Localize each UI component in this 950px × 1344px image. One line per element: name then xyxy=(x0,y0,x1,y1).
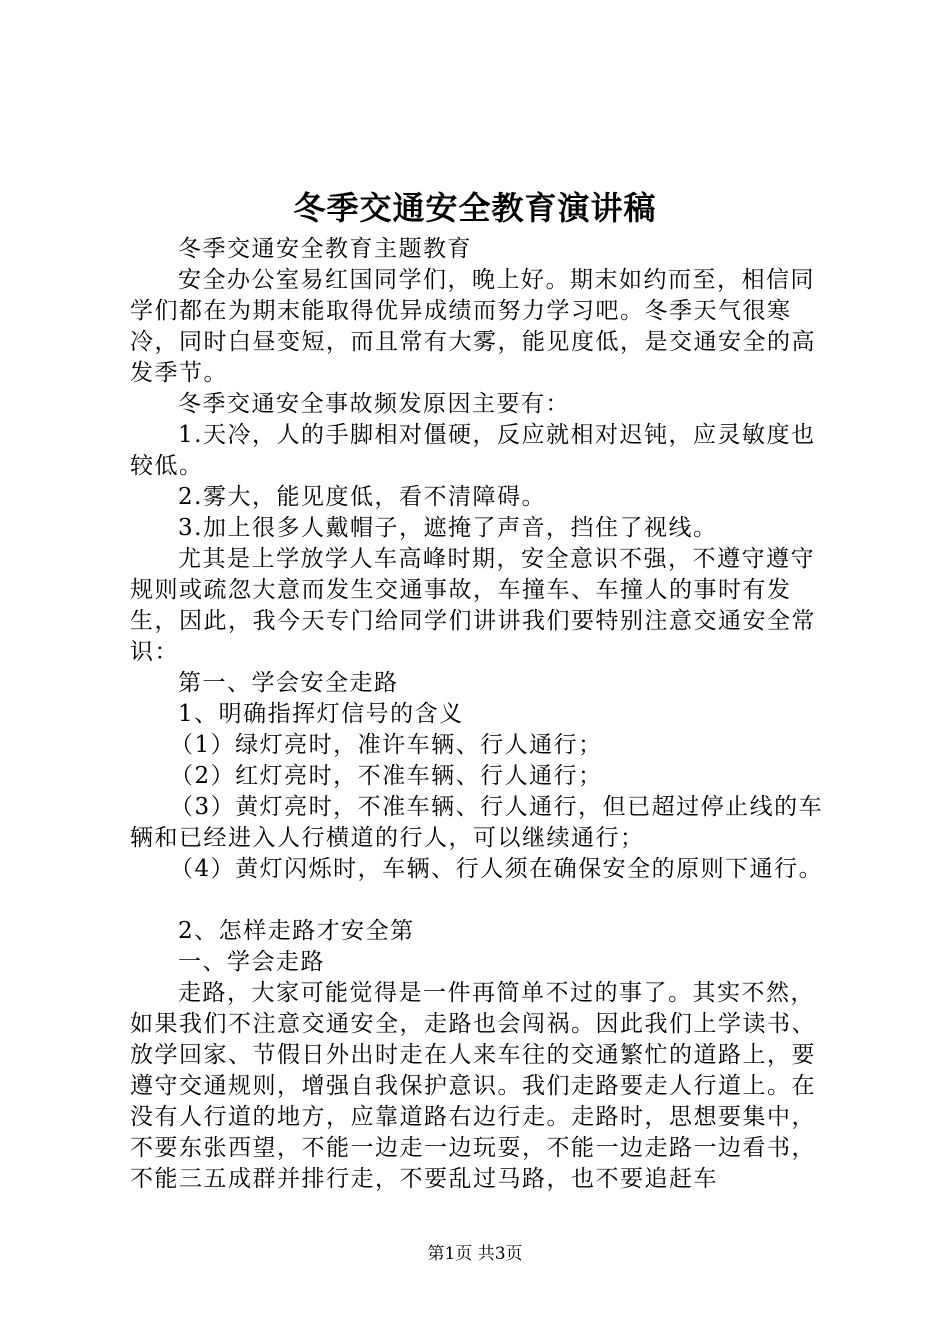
paragraph: （1）绿灯亮时，准许车辆、行人通行； xyxy=(170,732,603,758)
paragraph: 第一、学会安全走路 xyxy=(178,670,399,696)
paragraph: 冬季交通安全事故频发原因主要有： xyxy=(178,391,570,417)
paragraph: （2）红灯亮时，不准车辆、行人通行； xyxy=(170,763,603,789)
document-body xyxy=(130,234,830,1195)
paragraph: 3.加上很多人戴帽子，遮掩了声音，挡住了视线。 xyxy=(178,515,718,541)
document-title: 冬季交通安全教育演讲稿 xyxy=(293,189,657,227)
paragraph: 1、明确指挥灯信号的含义 xyxy=(178,701,464,727)
paragraph: 尤其是上学放学人车高峰时期，安全意识不强，不遵守遵守规则或疏忽大意而发生交通事故，车撞车、车撞人的事时有发生，因此，我今天专门给同学们讲讲我们要特别注意交通安全常识： xyxy=(130,546,816,665)
paragraph: （3）黄灯亮时，不准车辆、行人通行，但已超过停止线的车辆和已经进入人行横道的行人，可以继续通行； xyxy=(130,794,824,851)
paragraph: 2.雾大，能见度低，看不清障碍。 xyxy=(178,484,546,510)
paragraph: 一、学会走路 xyxy=(178,949,325,975)
paragraph: 走路，大家可能觉得是一件再简单不过的事了。其实不然，如果我们不注意交通安全，走路也会闯祸。因此我们上学读书、放学回家、节假日外出时走在人来车往的交通繁忙的道路上，要遵守交通规则，增强自我保护意识。我们走路要走人行道上。在没有人行道的地方，应靠道路右边行走。走路时，思想要集中，不要东张西望，不能一边走一边玩耍，不能一边走路一边看书，不能三五成群并排行走，不要乱过马路，也不要追赶车 xyxy=(130,980,816,1192)
paragraph: 冬季交通安全教育主题教育 xyxy=(178,236,472,262)
page-footer: 第1页 共3页 xyxy=(427,1244,523,1264)
paragraph: 安全办公室易红国同学们，晚上好。期末如约而至，相信同学们都在为期末能取得优异成绩而努力学习吧。冬季天气很寒冷，同时白昼变短，而且常有大雾，能见度低，是交通安全的高发季节。 xyxy=(130,267,816,386)
paragraph: 1.天冷，人的手脚相对僵硬，反应就相对迟钝，应灵敏度也较低。 xyxy=(130,422,816,479)
paragraph: （4）黄灯闪烁时，车辆、行人须在确保安全的原则下通行。 xyxy=(170,856,824,882)
blank-line xyxy=(130,885,830,916)
paragraph: 2、怎样走路才安全第 xyxy=(178,918,415,944)
